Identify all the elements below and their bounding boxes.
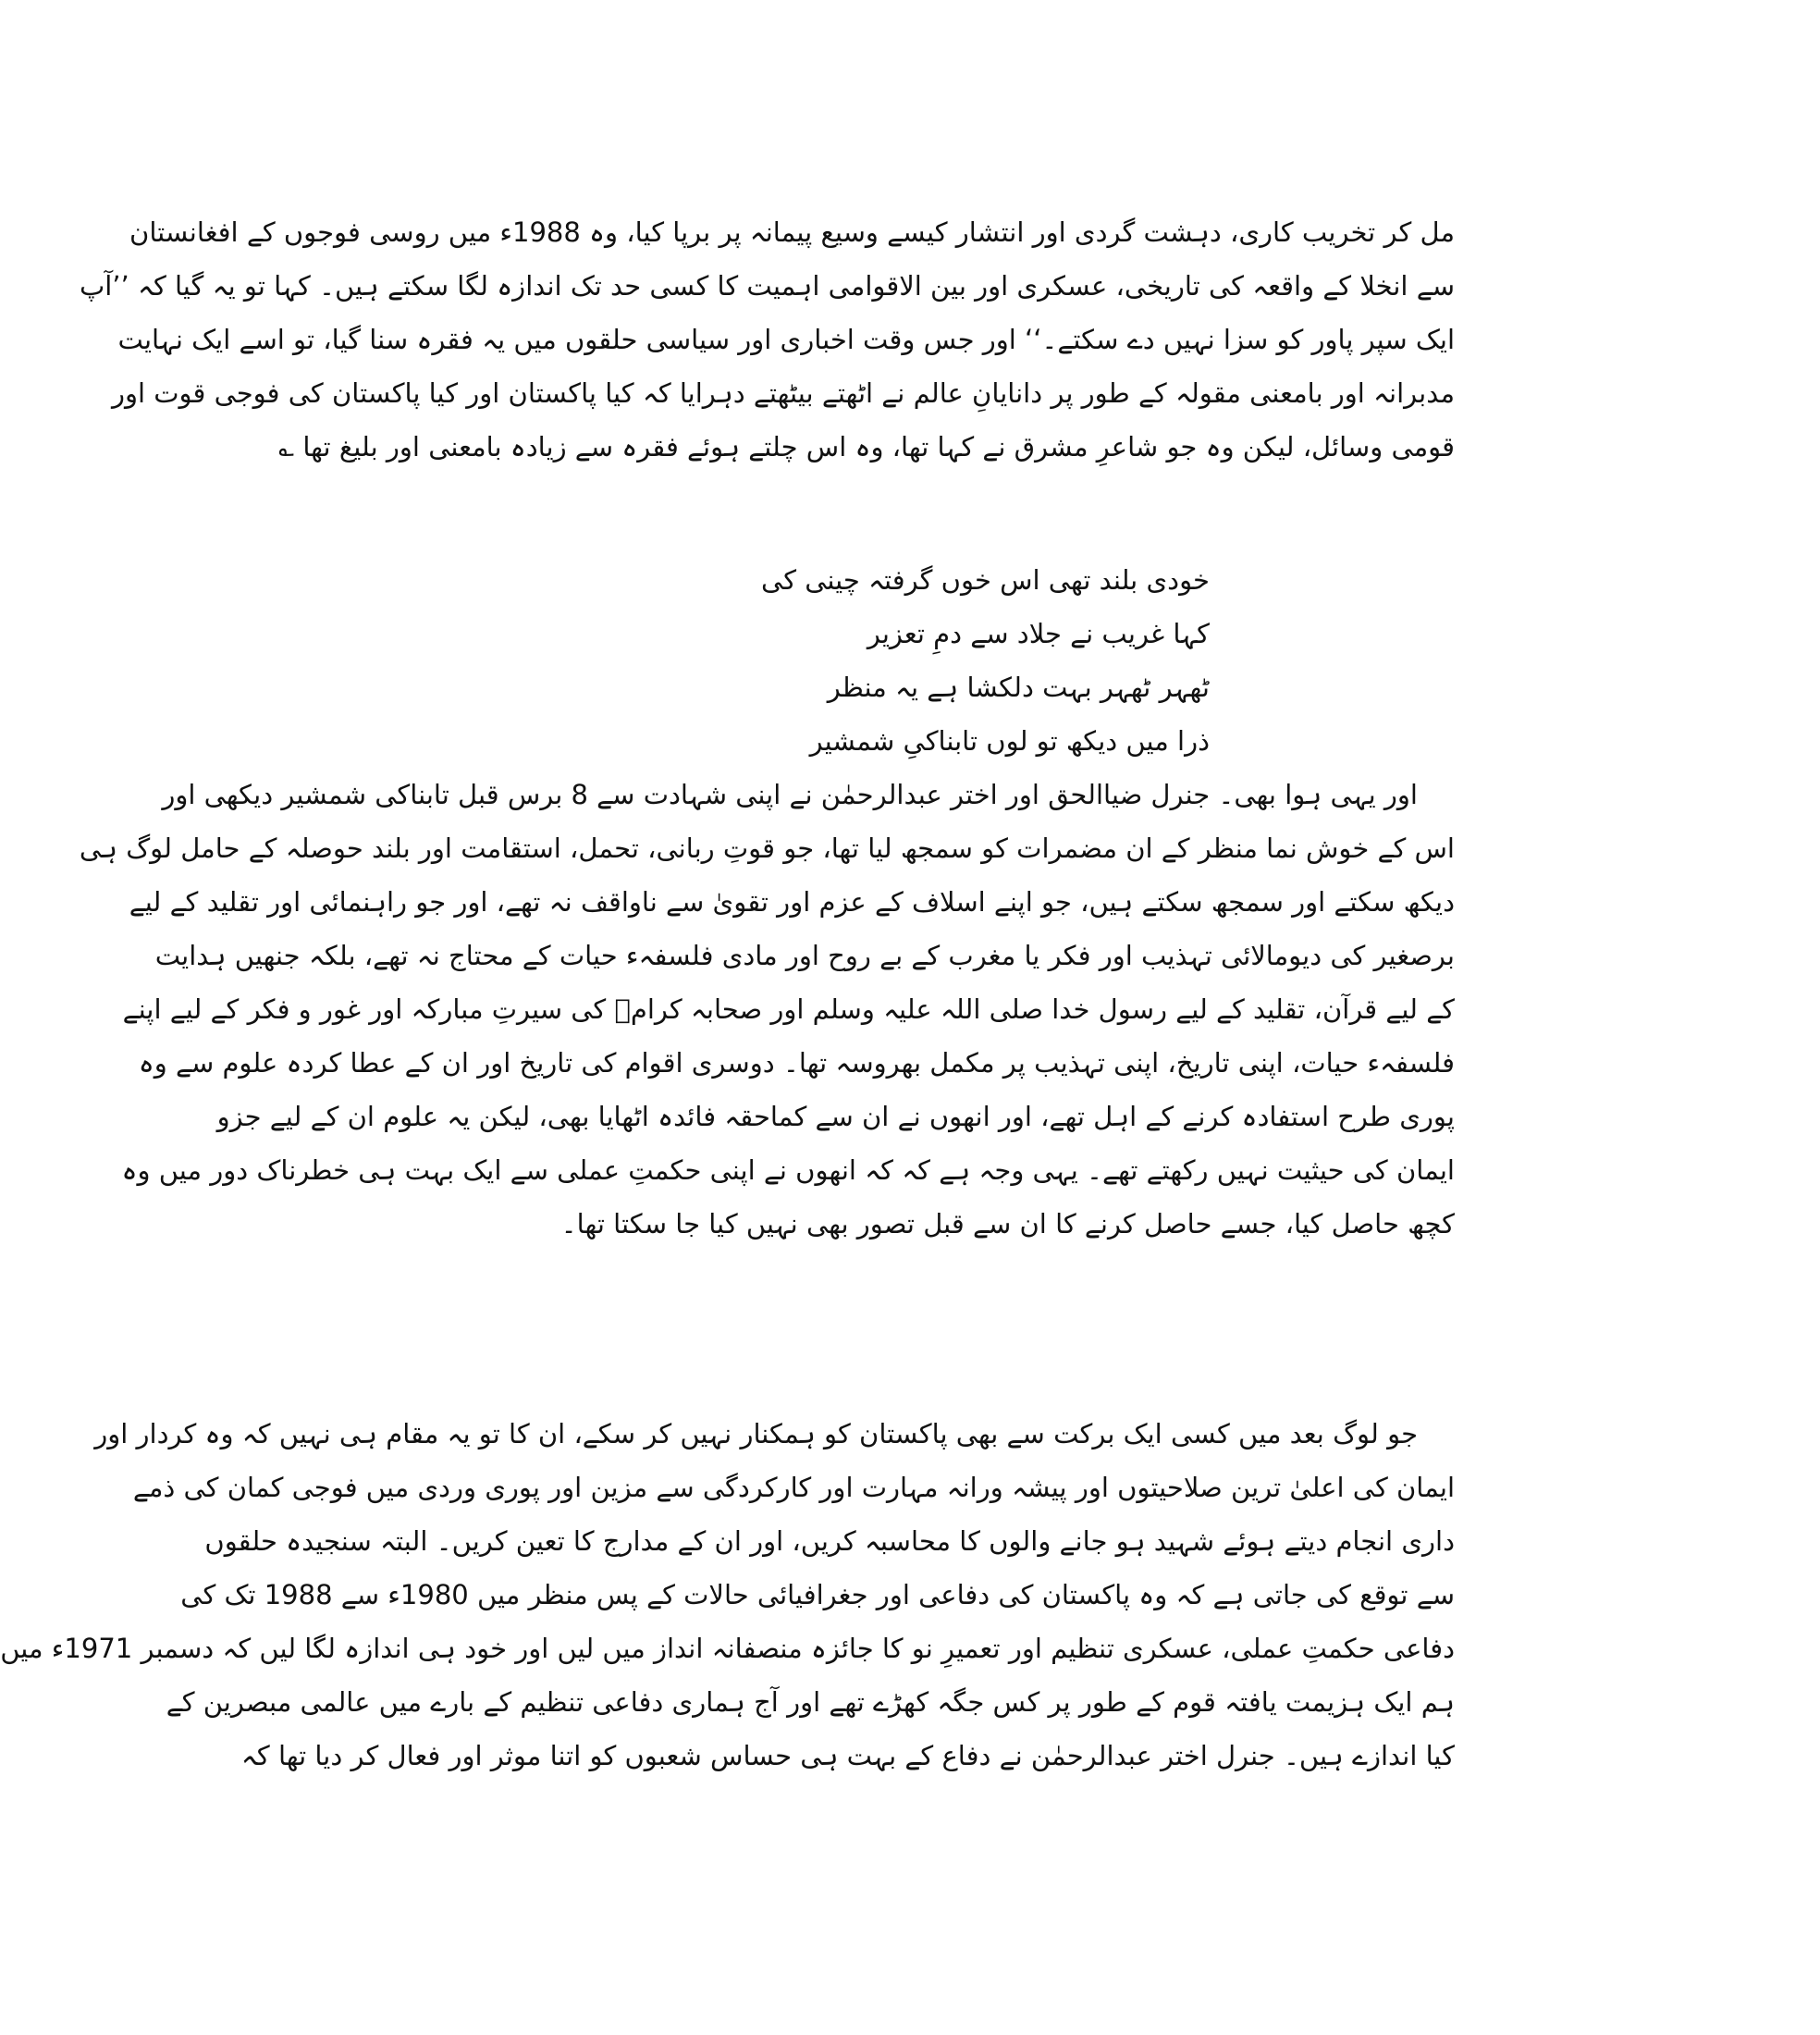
paragraph-line: ایمان کی اعلیٰ ترین صلاحیتوں اور پیشہ ورانہ مہارت اور کارکردگی سے مزین اور پوری وردی میں فوجی کمان کی ذمے — [132, 1472, 1455, 1503]
verse-line: کہا غریب نے جلاد سے دمِ تعزیر — [867, 618, 1210, 649]
paragraph-line: کے لیے قرآن، تقلید کے لیے رسول خدا صلی اللہ علیہ وسلم اور صحابہ کرامؓ کی سیرتِ مبارکہ اور غور و فکر کے لیے اپنے — [122, 993, 1455, 1025]
paragraph-line: سے توقع کی جاتی ہے کہ وہ پاکستان کی دفاعی اور جغرافیائی حالات کے پس منظر میں 1980ء سے 1988 تک کی — [180, 1579, 1455, 1610]
paragraph-line: سے انخلا کے واقعہ کی تاریخی، عسکری اور بین الاقوامی اہمیت کا کسی حد تک اندازہ لگا سکتے ہیں۔ کہا تو یہ گیا کہ ’’آپ — [79, 270, 1455, 302]
paragraph-line: اور یہی ہوا بھی۔ جنرل ضیاالحق اور اختر عبدالرحمٰن نے اپنی شہادت سے 8 برس قبل تابناکی شمشیر دیکھی اور — [162, 779, 1418, 810]
verse-line: ٹھہر ٹھہر بہت دلکشا ہے یہ منظر — [827, 672, 1210, 703]
paragraph-line: ایمان کی حیثیت نہیں رکھتے تھے۔ یہی وجہ ہے کہ کہ انھوں نے اپنی حکمتِ عملی سے ایک بہت ہی خطرناک دور میں وہ — [121, 1154, 1455, 1186]
paragraph-line: مل کر تخریب کاری، دہشت گردی اور انتشار کیسے وسیع پیمانہ پر برپا کیا، وہ 1988ء میں روسی فوجوں کے افغانستان — [129, 216, 1455, 248]
paragraph-line: پوری طرح استفادہ کرنے کے اہل تھے، اور انھوں نے ان سے کماحقہ فائدہ اٹھایا بھی، لیکن یہ علوم ان کے لیے جزو — [216, 1101, 1455, 1132]
paragraph-line: فلسفہء حیات، اپنی تاریخ، اپنی تہذیب پر مکمل بھروسہ تھا۔ دوسری اقوام کی تاریخ اور ان کے عطا کردہ علوم سے وہ — [138, 1047, 1455, 1079]
verse-line: ذرا میں دیکھ تو لوں تابناکیِ شمشیر — [809, 725, 1210, 757]
paragraph-line: ہم ایک ہزیمت یافتہ قوم کے طور پر کس جگہ کھڑے تھے اور آج ہماری دفاعی تنظیم کے بارے میں عالمی مبصرین کے — [166, 1686, 1455, 1718]
paragraph-line: اس کے خوش نما منظر کے ان مضمرات کو سمجھ لیا تھا، جو قوتِ ربانی، تحمل، استقامت اور بلند حوصلہ کے حامل لوگ ہی — [79, 832, 1455, 864]
paragraph-line: جو لوگ بعد میں کسی ایک برکت سے بھی پاکستان کو ہمکنار نہیں کر سکے، ان کا تو یہ مقام ہی نہیں کہ وہ کردار اور — [94, 1418, 1418, 1449]
paragraph-line: قومی وسائل، لیکن وہ جو شاعرِ مشرق نے کہا تھا، وہ اس چلتے ہوئے فقرہ سے زیادہ بامعنی اور بلیغ تھا ؎ — [278, 431, 1455, 462]
paragraph-line: مدبرانہ اور بامعنی مقولہ کے طور پر دانایانِ عالم نے اٹھتے بیٹھتے دہرایا کہ کیا پاکستان اور کیا پاکستان کی فوجی قوت اور — [111, 377, 1455, 409]
paragraph-line: برصغیر کی دیومالائی تہذیب اور فکر یا مغرب کے بے روح اور مادی فلسفہء حیات کے محتاج نہ تھے، بلکہ جنھیں ہدایت — [154, 940, 1455, 971]
paragraph-1 — [79, 205, 1455, 474]
poetry-verse — [761, 553, 1210, 768]
paragraph-line: کیا اندازے ہیں۔ جنرل اختر عبدالرحمٰن نے دفاع کے بہت ہی حساس شعبوں کو اتنا موثر اور فعال کر دیا تھا کہ — [240, 1740, 1455, 1771]
paragraph-line: کچھ حاصل کیا، جسے حاصل کرنے کا ان سے قبل تصور بھی نہیں کیا جا سکتا تھا۔ — [560, 1208, 1455, 1240]
paragraph-line: دفاعی حکمتِ عملی، عسکری تنظیم اور تعمیرِ نو کا جائزہ منصفانہ انداز میں لیں اور خود ہی اندازہ لگا لیں کہ دسمبر 1971ء میں — [0, 1633, 1455, 1664]
paragraph-3 — [0, 1407, 1455, 1782]
paragraph-2 — [79, 768, 1455, 1251]
paragraph-line: ایک سپر پاور کو سزا نہیں دے سکتے۔‘‘ اور جس وقت اخباری اور سیاسی حلقوں میں یہ فقرہ سنا گیا، تو اسے ایک نہایت — [117, 324, 1455, 355]
paragraph-line: دیکھ سکتے اور سمجھ سکتے ہیں، جو اپنے اسلاف کے عزم اور تقویٰ سے ناواقف نہ تھے، اور جو راہنمائی اور تقلید کے لیے — [129, 886, 1455, 918]
paragraph-line: داری انجام دیتے ہوئے شہید ہو جانے والوں کا محاسبہ کریں، اور ان کے مدارج کا تعین کریں۔ البتہ سنجیدہ حلقوں — [204, 1525, 1455, 1557]
verse-line: خودی بلند تھی اس خوں گرفتہ چینی کی — [761, 564, 1210, 596]
